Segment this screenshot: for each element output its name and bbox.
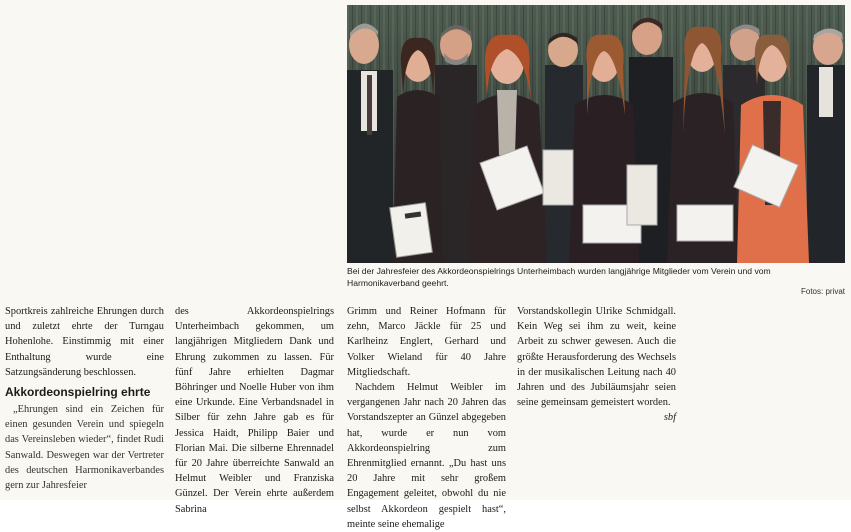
article-column-3: [347, 304, 506, 532]
article-column-4: [517, 304, 676, 426]
article-paragraph: Sportkreis zahlreiche Ehrungen durch und zuletzt ehrte der Turngau Hohenlohe. Einstimmig mit einer Enthaltung wurde eine Satzungsänderung beschlossen.: [5, 306, 164, 378]
article-column-2: [175, 304, 334, 517]
group-photo-illustration: [347, 5, 845, 263]
article-paragraph-text: Vorstandskollegin Ulrike Schmidgall. Kein Weg sei ihm zu weit, keine Arbeit zu schwer gewesen. Auch die größte Herausforderung des Wechsels in der musikalischen Leitung nach 40 Jahren und des Jubiläumsjahr seien seine gemeinsam gemeistert worden.: [517, 306, 676, 409]
photo-credit: Fotos: privat: [800, 287, 845, 296]
article-paragraph: des Akkordeonspielrings Unterheimbach gekommen, um langjährigen Mitgliedern Dank und Ehrung zukommen zu lassen. Für fünf Jahre erhielten Dagmar Böhringer und Noelle Huber von ihm eine Urkunde. Eine Verbandsnadel in Silber für zehn Jahre gab es für Jessica Haidt, Philipp Baier und Florian Mai. Die silberne Ehrennadel für 20 Jahre überreichte Sanwald an Helmut Weibler und Franziska Günzel. Der Verein ehrte außerdem Sabrina: [175, 306, 334, 515]
article-headline: Akkordeonspielring ehrte: [5, 385, 151, 400]
author-signature: sbf: [663, 412, 676, 424]
article-paragraph: „Ehrungen sind ein Zeichen für einen gesunden Verein und spiegeln das Vereinsleben wieder“, findet Rudi Sanwald. Deswegen war der Vertreter des deutschen Harmonikaverbandes gern zur Jahresfeier: [5, 404, 164, 492]
article-column-1: [5, 304, 164, 493]
article-paragraph: Grimm und Reiner Hofmann für zehn, Marco Jäckle für 25 und Karlheinz Englert, Gerhard und Volker Wieland für 40 Jahre Mitgliedschaft.: [347, 306, 506, 378]
article-paragraph: [517, 304, 676, 424]
group-photo: [347, 5, 845, 263]
article-paragraph: Nachdem Helmut Weibler im vergangenen Jahr nach 20 Jahren das Vorstandszepter an Günzel abgegeben hat, wurde er nun vom Akkordeonspielring zum Ehrenmitglied ernannt. „Du hast uns 20 Jahre mit sehr großem Engagement geleitet, obwohl du nie selbst Akkordeon gespielt hast“, meinte seine ehemalige: [347, 382, 506, 530]
photo-caption: Bei der Jahresfeier des Akkordeonspielrings Unterheimbach wurden langjährige Mitglieder vom Verein und vom Harmonikaverband geehrt.: [347, 266, 771, 288]
